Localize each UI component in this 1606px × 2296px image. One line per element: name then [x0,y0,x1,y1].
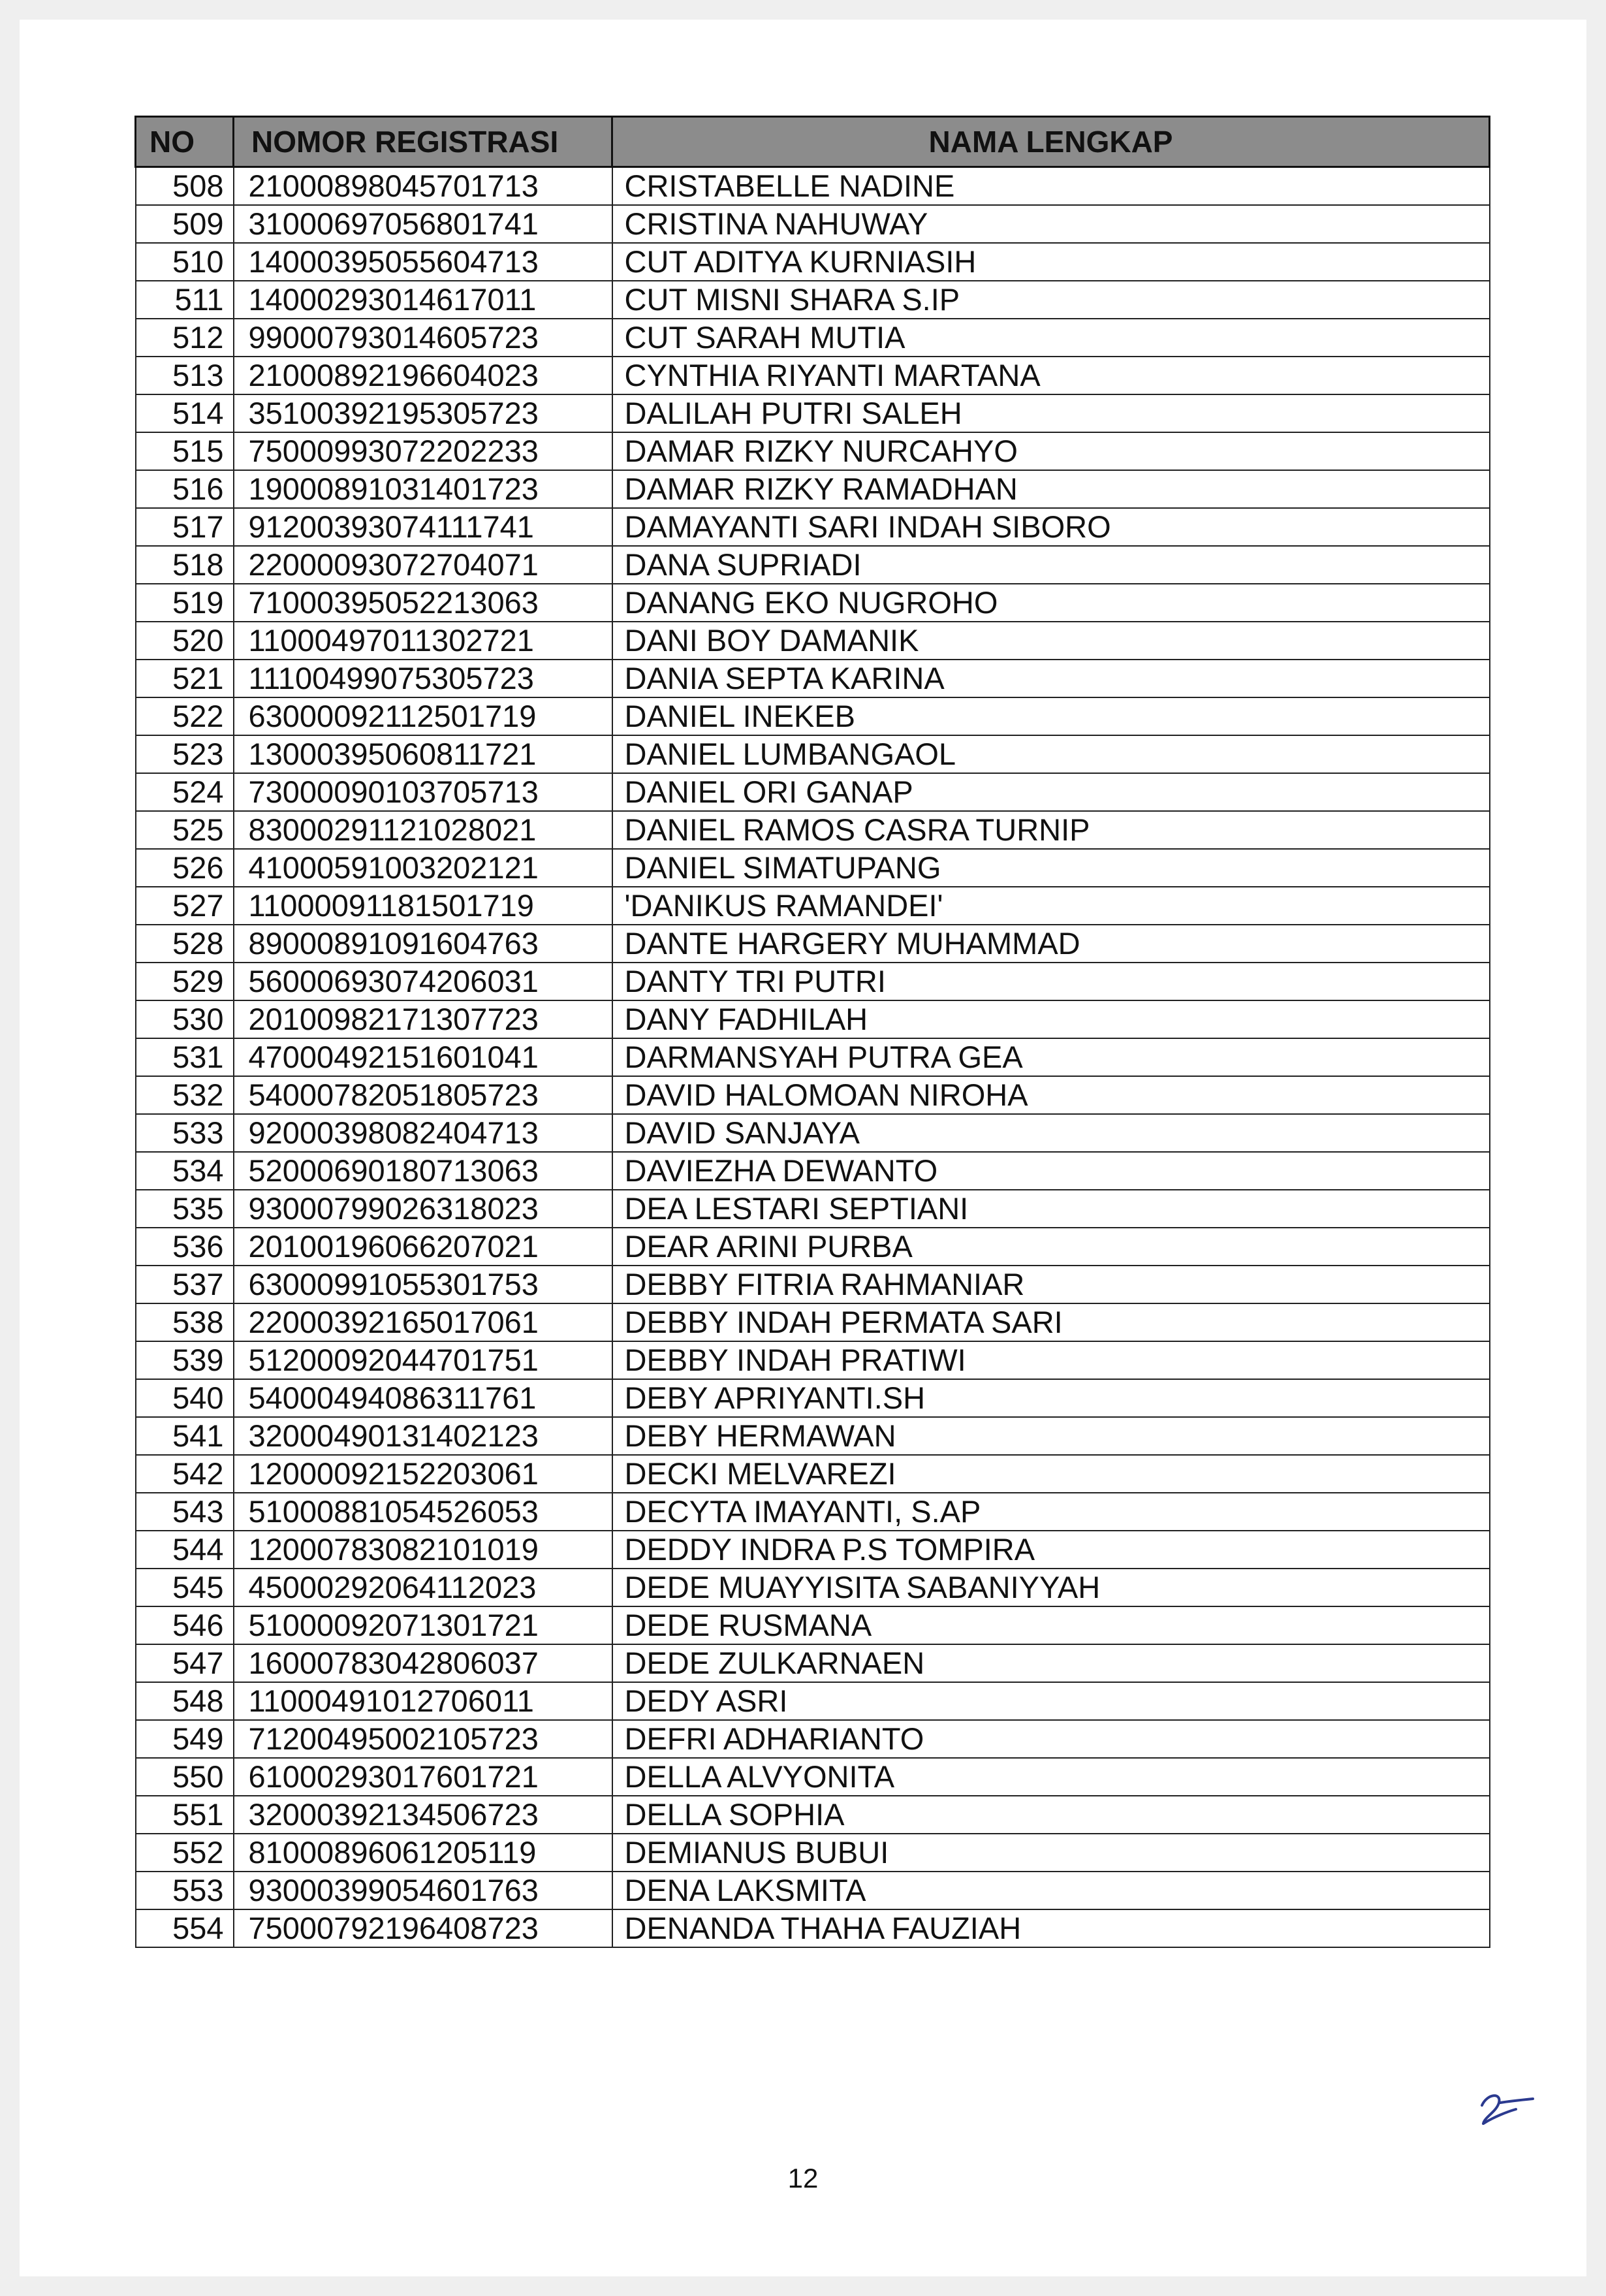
full-name-cell: DEBBY INDAH PERMATA SARI [612,1303,1490,1341]
table-row [136,1076,1490,1114]
header-nomor-registrasi: NOMOR REGISTRASI [234,117,612,167]
full-name-cell: DEA LESTARI SEPTIANI [612,1190,1490,1228]
registration-number-cell: 14000395055604713 [234,243,612,281]
table-row [136,243,1490,281]
full-name-cell: DANI BOY DAMANIK [612,622,1490,660]
full-name-cell: DENANDA THAHA FAUZIAH [612,1909,1490,1947]
full-name-cell: CUT SARAH MUTIA [612,319,1490,357]
registration-number-cell: 92000398082404713 [234,1114,612,1152]
table-row [136,1720,1490,1758]
registration-number-cell: 13000395060811721 [234,735,612,773]
row-number-cell: 519 [136,584,234,622]
row-number-cell: 524 [136,773,234,811]
table-row [136,963,1490,1000]
table-row [136,167,1490,206]
full-name-cell: DARMANSYAH PUTRA GEA [612,1038,1490,1076]
table-row [136,887,1490,925]
row-number-cell: 532 [136,1076,234,1114]
row-number-cell: 539 [136,1341,234,1379]
row-number-cell: 552 [136,1834,234,1872]
full-name-cell: CYNTHIA RIYANTI MARTANA [612,357,1490,394]
row-number-cell: 513 [136,357,234,394]
full-name-cell: CUT ADITYA KURNIASIH [612,243,1490,281]
registration-number-cell: 21000892196604023 [234,357,612,394]
full-name-cell: DENA LAKSMITA [612,1872,1490,1909]
full-name-cell: DELLA ALVYONITA [612,1758,1490,1796]
table-row [136,1114,1490,1152]
table-row [136,660,1490,697]
registration-number-cell: 20100196066207021 [234,1228,612,1266]
full-name-cell: DAVID HALOMOAN NIROHA [612,1076,1490,1114]
registration-number-cell: 52000690180713063 [234,1152,612,1190]
registration-number-cell: 56000693074206031 [234,963,612,1000]
full-name-cell: DANY FADHILAH [612,1000,1490,1038]
full-name-cell: DANIEL SIMATUPANG [612,849,1490,887]
row-number-cell: 549 [136,1720,234,1758]
registration-number-cell: 71000395052213063 [234,584,612,622]
full-name-cell: DANIEL LUMBANGAOL [612,735,1490,773]
registration-number-cell: 63000092112501719 [234,697,612,735]
row-number-cell: 534 [136,1152,234,1190]
row-number-cell: 529 [136,963,234,1000]
full-name-cell: DANA SUPRIADI [612,546,1490,584]
table-row [136,1341,1490,1379]
table-row [136,1682,1490,1720]
row-number-cell: 525 [136,811,234,849]
registration-number-cell: 41000591003202121 [234,849,612,887]
full-name-cell: DEFRI ADHARIANTO [612,1720,1490,1758]
registration-number-cell: 63000991055301753 [234,1266,612,1303]
full-name-cell: DANIEL RAMOS CASRA TURNIP [612,811,1490,849]
table-row [136,811,1490,849]
header-no: NO [136,117,234,167]
registration-number-cell: 20100982171307723 [234,1000,612,1038]
full-name-cell: DEBBY FITRIA RAHMANIAR [612,1266,1490,1303]
row-number-cell: 516 [136,470,234,508]
registration-number-cell: 51000881054526053 [234,1493,612,1531]
row-number-cell: 542 [136,1455,234,1493]
registration-number-cell: 12000092152203061 [234,1455,612,1493]
registration-number-cell: 11000497011302721 [234,622,612,660]
table-row [136,1644,1490,1682]
table-row [136,546,1490,584]
registration-number-cell: 99000793014605723 [234,319,612,357]
registration-number-cell: 45000292064112023 [234,1569,612,1606]
table-row [136,205,1490,243]
full-name-cell: DEDY ASRI [612,1682,1490,1720]
full-name-cell: DALILAH PUTRI SALEH [612,394,1490,432]
registration-number-cell: 83000291121028021 [234,811,612,849]
table-row [136,1190,1490,1228]
row-number-cell: 526 [136,849,234,887]
table-row [136,1000,1490,1038]
row-number-cell: 544 [136,1531,234,1569]
table-row [136,508,1490,546]
registration-number-cell: 21000898045701713 [234,167,612,206]
registration-number-cell: 73000090103705713 [234,773,612,811]
registration-number-cell: 11000091181501719 [234,887,612,925]
row-number-cell: 523 [136,735,234,773]
row-number-cell: 509 [136,205,234,243]
table-row [136,1493,1490,1531]
registration-number-cell: 93000799026318023 [234,1190,612,1228]
scan-border-right [1586,0,1606,2296]
registration-number-cell: 12000783082101019 [234,1531,612,1569]
table-row [136,357,1490,394]
row-number-cell: 546 [136,1606,234,1644]
row-number-cell: 520 [136,622,234,660]
table-row [136,281,1490,319]
row-number-cell: 517 [136,508,234,546]
row-number-cell: 533 [136,1114,234,1152]
row-number-cell: 511 [136,281,234,319]
full-name-cell: DEMIANUS BUBUI [612,1834,1490,1872]
registration-number-cell: 91200393074111741 [234,508,612,546]
full-name-cell: DANIEL ORI GANAP [612,773,1490,811]
registration-number-cell: 51000092071301721 [234,1606,612,1644]
table-row [136,1796,1490,1834]
full-name-cell: DEBY HERMAWAN [612,1417,1490,1455]
full-name-cell: DANIA SEPTA KARINA [612,660,1490,697]
registration-number-cell: 54000782051805723 [234,1076,612,1114]
table-row [136,1379,1490,1417]
registration-number-cell: 35100392195305723 [234,394,612,432]
row-number-cell: 521 [136,660,234,697]
table-row [136,1266,1490,1303]
registration-number-cell: 16000783042806037 [234,1644,612,1682]
row-number-cell: 531 [136,1038,234,1076]
table-row [136,849,1490,887]
row-number-cell: 530 [136,1000,234,1038]
full-name-cell: DEDE ZULKARNAEN [612,1644,1490,1682]
table-row [136,1038,1490,1076]
table-row [136,1531,1490,1569]
full-name-cell: DAVIEZHA DEWANTO [612,1152,1490,1190]
table-row [136,925,1490,963]
full-name-cell: DEAR ARINI PURBA [612,1228,1490,1266]
full-name-cell: 'DANIKUS RAMANDEI' [612,887,1490,925]
full-name-cell: DEBBY INDAH PRATIWI [612,1341,1490,1379]
registration-number-cell: 19000891031401723 [234,470,612,508]
row-number-cell: 536 [136,1228,234,1266]
row-number-cell: 551 [136,1796,234,1834]
full-name-cell: DELLA SOPHIA [612,1796,1490,1834]
row-number-cell: 527 [136,887,234,925]
row-number-cell: 550 [136,1758,234,1796]
registration-number-cell: 75000792196408723 [234,1909,612,1947]
table-row [136,584,1490,622]
table-row [136,1417,1490,1455]
registration-number-cell: 71200495002105723 [234,1720,612,1758]
full-name-cell: DEDE MUAYYISITA SABANIYYAH [612,1569,1490,1606]
table-row [136,432,1490,470]
row-number-cell: 547 [136,1644,234,1682]
table-row [136,1758,1490,1796]
registration-number-cell: 11000491012706011 [234,1682,612,1720]
row-number-cell: 540 [136,1379,234,1417]
table-row [136,1152,1490,1190]
table-row [136,1228,1490,1266]
registration-number-cell: 14000293014617011 [234,281,612,319]
row-number-cell: 535 [136,1190,234,1228]
table-row [136,394,1490,432]
full-name-cell: DEBY APRIYANTI.SH [612,1379,1490,1417]
table-row [136,735,1490,773]
row-number-cell: 512 [136,319,234,357]
registration-number-cell: 32000490131402123 [234,1417,612,1455]
full-name-cell: DEDDY INDRA P.S TOMPIRA [612,1531,1490,1569]
row-number-cell: 514 [136,394,234,432]
row-number-cell: 545 [136,1569,234,1606]
table-row [136,1569,1490,1606]
table-row [136,622,1490,660]
registration-number-cell: 61000293017601721 [234,1758,612,1796]
full-name-cell: DANTY TRI PUTRI [612,963,1490,1000]
row-number-cell: 543 [136,1493,234,1531]
row-number-cell: 522 [136,697,234,735]
table-row [136,773,1490,811]
table-body [136,167,1490,1948]
registration-table [134,116,1490,1948]
registration-number-cell: 51200092044701751 [234,1341,612,1379]
page-number: 12 [787,2163,819,2193]
full-name-cell: DANANG EKO NUGROHO [612,584,1490,622]
row-number-cell: 528 [136,925,234,963]
table-row [136,1909,1490,1947]
scan-border-left [0,0,20,2296]
full-name-cell: CUT MISNI SHARA S.IP [612,281,1490,319]
table-row [136,1872,1490,1909]
row-number-cell: 508 [136,167,234,206]
row-number-cell: 537 [136,1266,234,1303]
registration-number-cell: 47000492151601041 [234,1038,612,1076]
table-row [136,470,1490,508]
full-name-cell: CRISTINA NAHUWAY [612,205,1490,243]
scan-border-top [0,0,1606,20]
row-number-cell: 554 [136,1909,234,1947]
full-name-cell: DEDE RUSMANA [612,1606,1490,1644]
full-name-cell: DAMAYANTI SARI INDAH SIBORO [612,508,1490,546]
full-name-cell: DAMAR RIZKY NURCAHYO [612,432,1490,470]
scan-border-bottom [0,2276,1606,2296]
row-number-cell: 548 [136,1682,234,1720]
row-number-cell: 510 [136,243,234,281]
row-number-cell: 553 [136,1872,234,1909]
table-header-row [136,117,1490,167]
table-row [136,1834,1490,1872]
full-name-cell: DECYTA IMAYANTI, S.AP [612,1493,1490,1531]
registration-number-cell: 22000093072704071 [234,546,612,584]
full-name-cell: DECKI MELVAREZI [612,1455,1490,1493]
registration-number-cell: 32000392134506723 [234,1796,612,1834]
full-name-cell: DAVID SANJAYA [612,1114,1490,1152]
row-number-cell: 541 [136,1417,234,1455]
table-row [136,1303,1490,1341]
row-number-cell: 538 [136,1303,234,1341]
full-name-cell: DANIEL INEKEB [612,697,1490,735]
header-nama-lengkap: NAMA LENGKAP [612,117,1490,167]
table-row [136,697,1490,735]
full-name-cell: DAMAR RIZKY RAMADHAN [612,470,1490,508]
registration-number-cell: 31000697056801741 [234,205,612,243]
signature-mark [1468,2083,1539,2135]
row-number-cell: 518 [136,546,234,584]
registration-number-cell: 89000891091604763 [234,925,612,963]
registration-number-cell: 11100499075305723 [234,660,612,697]
registration-number-cell: 75000993072202233 [234,432,612,470]
full-name-cell: CRISTABELLE NADINE [612,167,1490,206]
row-number-cell: 515 [136,432,234,470]
registration-number-cell: 93000399054601763 [234,1872,612,1909]
registration-number-cell: 22000392165017061 [234,1303,612,1341]
table-row [136,319,1490,357]
registration-number-cell: 54000494086311761 [234,1379,612,1417]
registration-number-cell: 81000896061205119 [234,1834,612,1872]
full-name-cell: DANTE HARGERY MUHAMMAD [612,925,1490,963]
table-row [136,1455,1490,1493]
table-row [136,1606,1490,1644]
